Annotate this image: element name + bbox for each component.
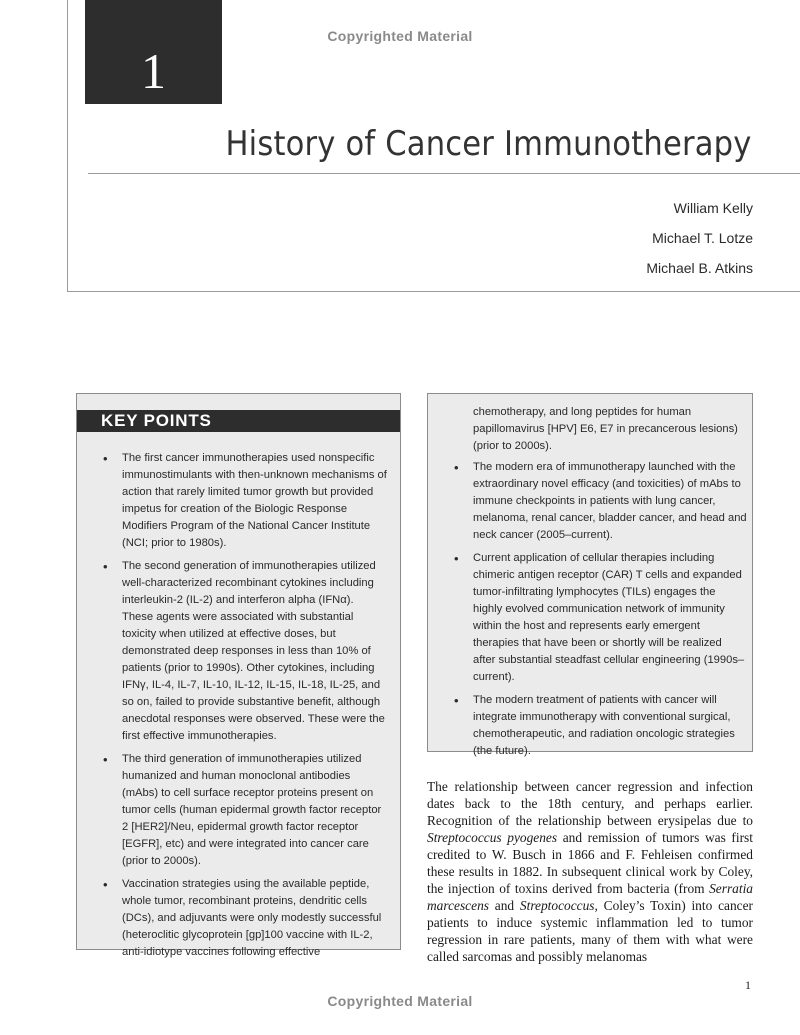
body-text-segment: The relationship between cancer regression and infection dates back to the 18th century, and perhaps earlier. Recognition of the relationship between erysipelas due to xyxy=(427,779,753,828)
body-text-segment: and xyxy=(488,898,520,913)
page-number: 1 xyxy=(745,978,751,992)
key-point: • Current application of cellular therapies including chimeric antigen receptor (CAR) T cells and expanded tumor-infiltrating lymphocytes (TILs) engages the highly evolved communication network of immunity within the host and represents early emergent therapies that have been or shortly will be realized after substantial steadfast cellular engineering (1990s–current). xyxy=(454,550,747,686)
species-name: Serratia marcescens xyxy=(427,881,753,913)
species-name: Streptococcus pyogenes xyxy=(427,830,558,845)
key-point: • The modern treatment of patients with cancer will integrate immunotherapy with conventional surgical, chemotherapeutic, and radiation oncologic strategies (the future). xyxy=(454,692,747,760)
body-paragraph xyxy=(427,778,753,965)
author: Michael T. Lotze xyxy=(652,230,753,246)
key-point: • The second generation of immunotherapies utilized well-characterized recombinant cytokines including interleukin-2 (IL-2) and interferon alpha (IFNα). These agents were associated with substantial toxicity when utilized at effective doses, but demonstrated deep responses in less than 10% of patients (prior to 1990s). Other cytokines, including IFNγ, IL-4, IL-7, IL-10, IL-12, IL-15, IL-18, IL-25, and so on, failed to provide substantive benefit, although anecdotal responses were observed. These were the first effective immunotherapies. xyxy=(103,558,387,745)
chapter-number-box xyxy=(85,0,222,104)
species-name: Streptococcus xyxy=(519,898,595,913)
body-text-segment: , Coley’s Toxin) into cancer patients to induce systemic inflammation led to tumor regression in rare patients, many of them with what were called sarcomas and possibly melanomas xyxy=(427,898,753,964)
key-points-box-continued xyxy=(427,393,753,757)
key-point-continuation: chemotherapy, and long peptides for human papillomavirus [HPV] E6, E7 in precancerous lesions) (prior to 2000s). xyxy=(473,406,738,452)
chapter-title: History of Cancer Immunotherapy xyxy=(225,124,752,164)
key-points-list xyxy=(103,450,387,967)
author: Michael B. Atkins xyxy=(646,260,753,276)
chapter-number: 1 xyxy=(141,43,166,99)
key-point: • The third generation of immunotherapies utilized humanized and human monoclonal antibodies (mAbs) to cell surface receptor proteins present on tumor cells (human epidermal growth factor receptor 2 [HER2]/Neu, epidermal growth factor receptor [EGFR], etc) and were integrated into cancer care (prior to 2000s). xyxy=(103,751,387,870)
watermark-bottom: Copyrighted Material xyxy=(327,993,473,1009)
key-points-heading: KEY POINTS xyxy=(77,410,400,432)
key-point: • The first cancer immunotherapies used nonspecific immunostimulants with then-unknown mechanisms of action that rarely limited tumor growth but provided impetus for creation of the Biologic Response Modifiers Program of the National Cancer Institute (NCI; prior to 1980s). xyxy=(103,450,387,552)
key-point: • Vaccination strategies using the available peptide, whole tumor, recombinant proteins, dendritic cells (DCs), and adjuvants were only modestly successful (heteroclitic glycoprotein [gp]100 vaccine with IL-2, anti-idiotype vaccines following effective xyxy=(103,876,387,961)
body-text-segment: and remission of tumors was first credited to W. Busch in 1866 and F. Fehleisen confirmed these results in 1882. In subsequent clinical work by Coley, the injection of toxins derived from bacteria (from xyxy=(427,830,753,896)
key-points-list-continued xyxy=(454,459,747,766)
key-points-box xyxy=(76,393,401,958)
title-divider xyxy=(88,173,800,174)
author: William Kelly xyxy=(673,200,753,216)
key-point: • The modern era of immunotherapy launched with the extraordinary novel efficacy (and toxicities) of mAbs to immune checkpoints in patients with lung cancer, melanoma, renal cancer, bladder cancer, and head and neck cancer (2005–current). xyxy=(454,459,747,544)
author-list xyxy=(646,198,753,288)
watermark-top: Copyrighted Material xyxy=(327,28,473,44)
